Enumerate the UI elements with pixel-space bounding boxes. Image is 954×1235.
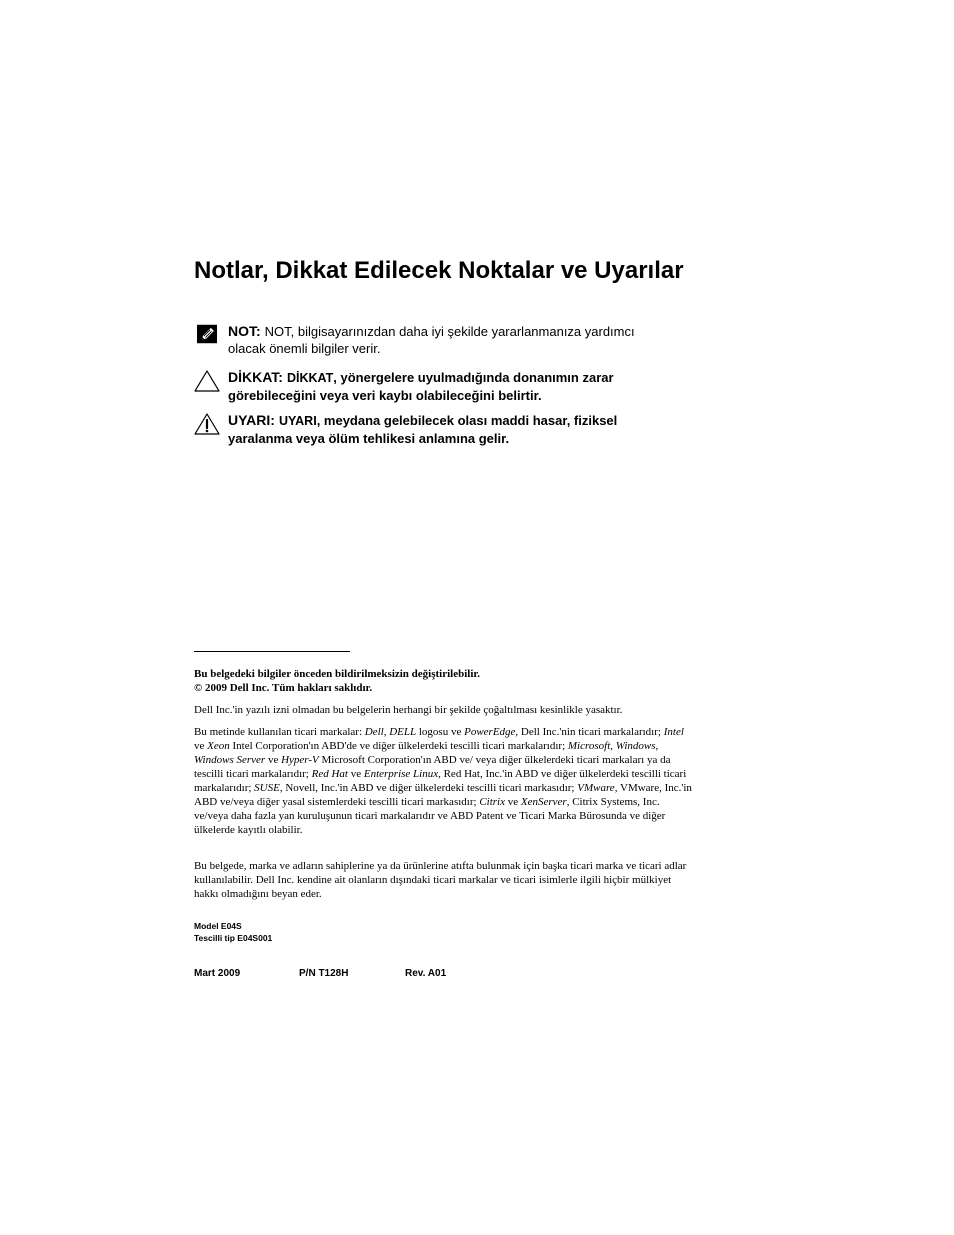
note-text	[228, 323, 690, 357]
reproduction-text: Dell Inc.'in yazılı izni olmadan bu belgelerin herhangi bir şekilde çoğaltılması kesinlikle yasaktır.	[194, 704, 623, 716]
tm-text: ve	[347, 768, 364, 780]
other-trademarks-text: Bu belgede, marka ve adların sahiplerine ya da ürünlerine atıfta bulunmak için başka ticari marka ve ticari adlar kullanılabilir. Dell Inc. kendine ait olanların dışındaki ticari markalar ve ticari isimlerle ilgili hiçbir mülkiyet hakkı olmadığını beyan eder.	[194, 860, 687, 900]
note-pencil-icon	[197, 324, 217, 344]
trademark-block	[194, 725, 694, 837]
tm-text: , VMware, Inc.'in ABD ve/veya diğer yasal sistemlerdeki tescilli ticari markasıdır;	[194, 782, 692, 808]
model-number: Model E04S	[194, 921, 242, 931]
tm-text: Intel Corporation'ın ABD'de ve diğer ülkelerdeki tescilli ticari markalarıdır;	[229, 740, 568, 752]
tm-text: , Citrix Systems, Inc. ve/veya daha fazla yan kuruluşunun ticari markalarıdır ve ABD Patent ve Ticari Marka Bürosunda ve diğer ülkelerde kayıtlı olabilir.	[194, 796, 666, 836]
tm-xenserver: XenServer	[520, 796, 567, 808]
caution-text-line1: , yönergelere uyulmadığında donanımın zarar	[333, 370, 614, 385]
tm-dell: Dell	[364, 726, 384, 738]
warning-upper-word: UYARI	[278, 414, 317, 428]
footer-date: Mart 2009	[194, 968, 241, 979]
caution-text	[228, 369, 690, 404]
caution-label: DİKKAT:	[228, 369, 283, 385]
caution-upper-word: DİKKAT	[286, 371, 334, 385]
page-title: Notlar, Dikkat Edilecek Noktalar ve Uyarılar	[194, 257, 684, 284]
other-trademarks-block	[194, 859, 694, 901]
copyright-line: © 2009 Dell Inc. Tüm hakları saklıdır.	[194, 682, 373, 694]
warning-text-line1: , meydana gelebilecek olası maddi hasar, fiziksel	[316, 413, 618, 428]
tm-text: ve	[194, 740, 208, 752]
tm-microsoft: Microsoft	[567, 740, 611, 752]
tm-enterprise-linux: Enterprise Linux	[363, 768, 439, 780]
tm-text: ve	[504, 796, 521, 808]
tm-poweredge: PowerEdge	[464, 726, 516, 738]
caution-text-line2: görebileceğini veya veri kaybı olabileceğini belirtir.	[228, 388, 542, 403]
reproduction-notice	[194, 703, 694, 717]
tm-intel: Intel	[663, 726, 684, 738]
tm-windows-server: Windows Server	[194, 754, 266, 766]
tm-hyperv: Hyper-V	[281, 754, 319, 766]
tm-suse: SUSE	[254, 782, 280, 794]
footer-line	[194, 967, 594, 981]
tm-redhat: Red Hat	[311, 768, 348, 780]
tm-windows: Windows	[615, 740, 656, 752]
tm-xeon: Xeon	[207, 740, 230, 752]
change-notice: Bu belgedeki bilgiler önceden bildirilmeksizin değiştirilebilir.	[194, 668, 481, 680]
warning-exclamation-triangle-icon	[194, 412, 220, 436]
caution-triangle-icon	[194, 369, 220, 393]
warning-label: UYARI:	[228, 412, 275, 428]
footer-part-number: P/N T128H	[299, 968, 349, 979]
model-info	[194, 920, 494, 944]
note-notice	[194, 323, 694, 363]
legal-notice-block	[194, 667, 694, 695]
warning-text	[228, 412, 690, 447]
tm-text: ,	[610, 740, 616, 752]
tm-text: , Novell, Inc.'in ABD ve diğer ülkelerdeki tescilli ticari markasıdır;	[279, 782, 578, 794]
warning-notice	[194, 412, 694, 452]
tm-text: logosu ve	[416, 726, 465, 738]
tm-citrix: Citrix	[479, 796, 505, 808]
tm-text: ,	[383, 726, 390, 738]
trademark-text	[194, 725, 694, 837]
tm-text: Bu metinde kullanılan ticari markalar:	[194, 726, 365, 738]
footer-revision: Rev. A01	[405, 968, 447, 979]
tm-text: Microsoft Corporation'ın ABD ve/ veya diğer ülkelerdeki ticari markaları ya da tescilli ticari markalarıdır;	[194, 754, 671, 780]
note-text-line1: NOT, bilgisayarınızdan daha iyi şekilde yararlanmanıza yardımcı	[264, 324, 635, 339]
tm-vmware: VMware	[577, 782, 615, 794]
note-label: NOT:	[228, 323, 261, 339]
tm-text: , Red Hat, Inc.'in ABD ve diğer ülkelerdeki tescilli ticari markalarıdır;	[194, 768, 687, 794]
warning-text-line2: yaralanma veya ölüm tehlikesi anlamına gelir.	[228, 431, 510, 446]
tm-dell-logo: DELL	[389, 726, 417, 738]
tm-text: ,	[655, 740, 659, 752]
separator-rule	[194, 651, 350, 652]
regulatory-type: Tescilli tip E04S001	[194, 933, 273, 943]
caution-notice	[194, 369, 694, 409]
note-text-line2: olacak önemli bilgiler verir.	[228, 341, 381, 356]
tm-text: ve	[265, 754, 282, 766]
tm-text: , Dell Inc.'nin ticari markalarıdır;	[515, 726, 664, 738]
